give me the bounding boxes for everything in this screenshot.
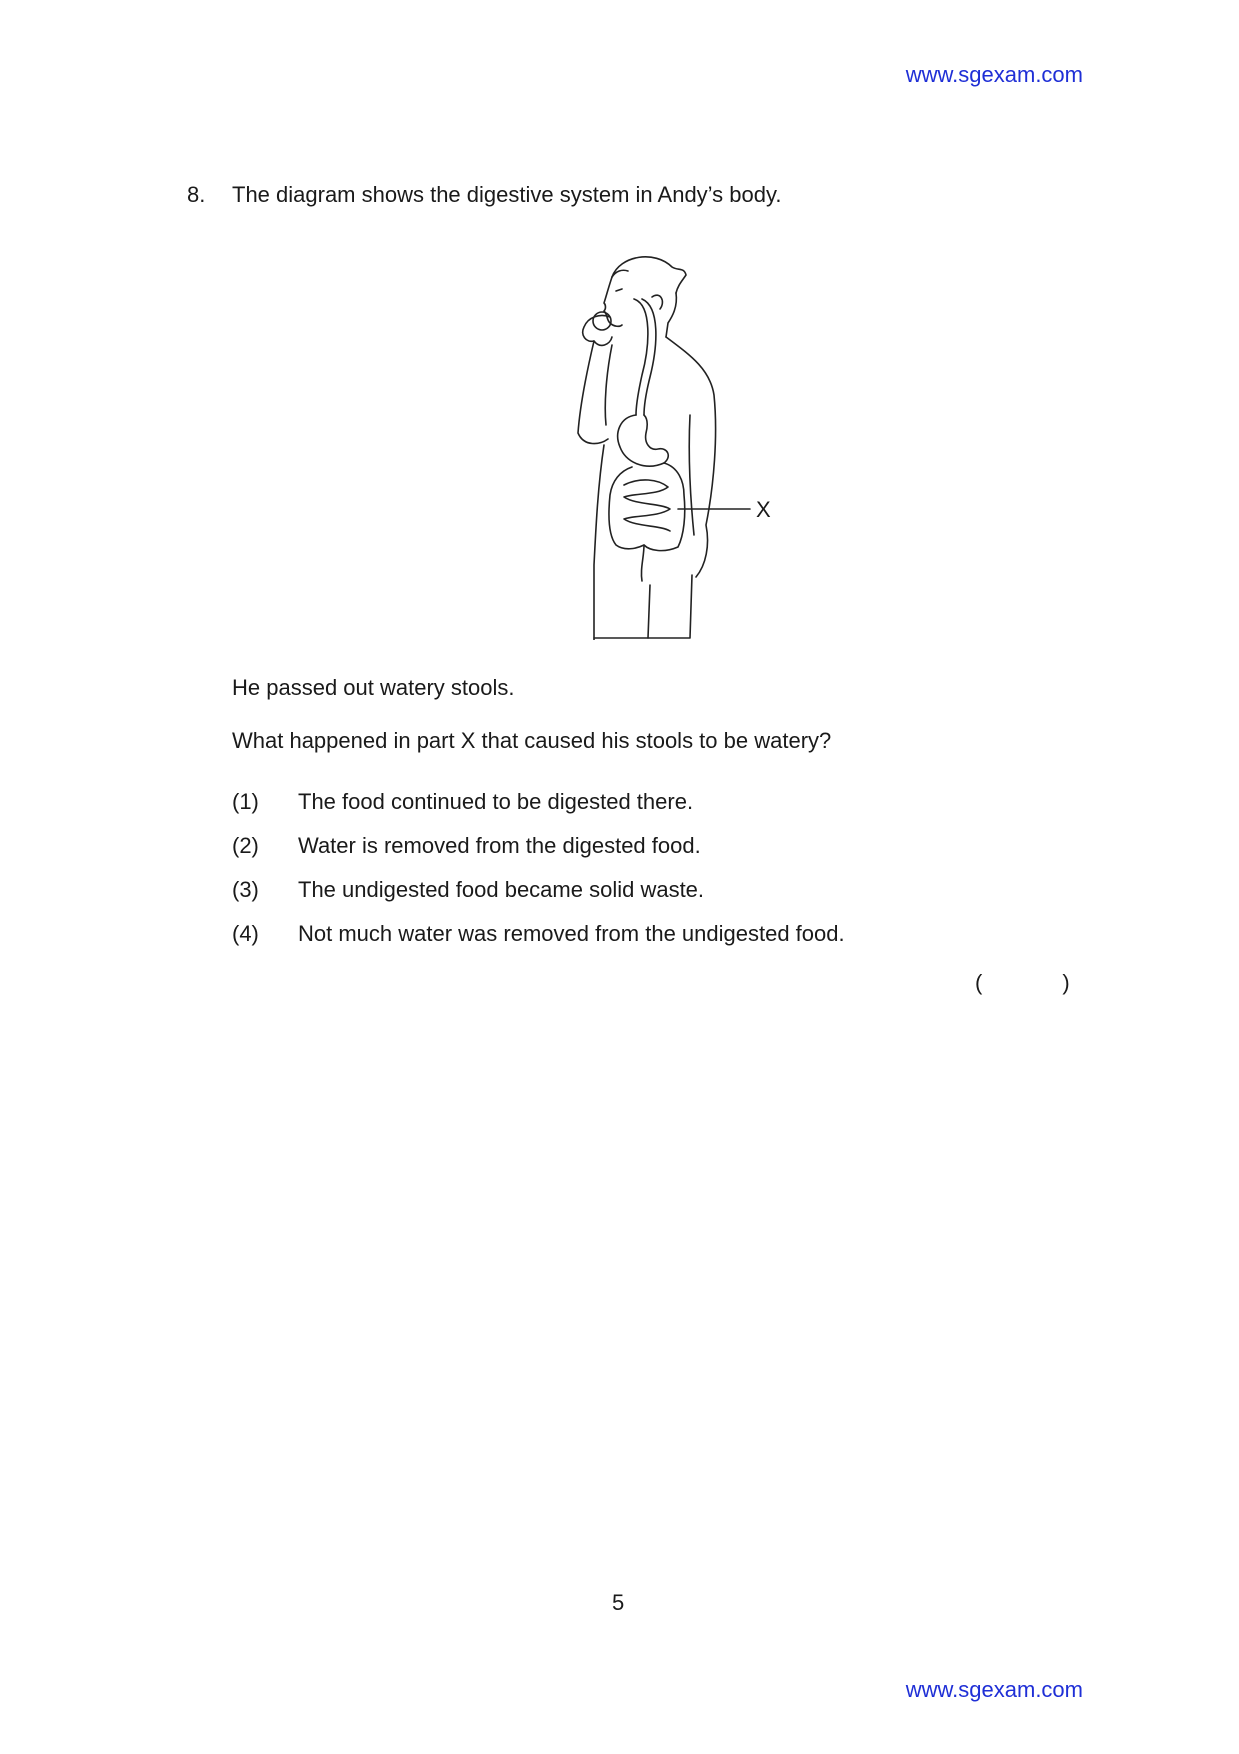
answer-close-bracket: ) xyxy=(1062,970,1070,995)
option-1[interactable] xyxy=(232,789,693,815)
diagram-label-x: X xyxy=(756,497,771,522)
question-number: 8. xyxy=(187,182,206,207)
option-text: The food continued to be digested there. xyxy=(298,789,694,814)
option-number: (3) xyxy=(232,877,259,902)
digestive-system-diagram xyxy=(560,245,800,640)
site-url-footer[interactable]: www.sgexam.com xyxy=(905,1677,1083,1702)
option-number: (4) xyxy=(232,921,259,946)
question-intro: The diagram shows the digestive system in Andy’s body. xyxy=(232,182,782,207)
option-number: (2) xyxy=(232,833,259,858)
question-stem-2: What happened in part X that caused his stools to be watery? xyxy=(232,728,832,753)
boy-face xyxy=(604,277,622,326)
page-number: 5 xyxy=(612,1590,625,1615)
option-4[interactable] xyxy=(232,921,845,947)
answer-box[interactable] xyxy=(975,970,1070,996)
small-intestine xyxy=(624,480,670,531)
option-text: Not much water was removed from the undigested food. xyxy=(298,921,845,946)
option-text: Water is removed from the digested food. xyxy=(298,833,701,858)
option-3[interactable] xyxy=(232,877,704,903)
large-intestine xyxy=(609,463,685,551)
option-number: (1) xyxy=(232,789,259,814)
stomach xyxy=(618,415,669,466)
rectum xyxy=(641,545,644,581)
answer-open-bracket: ( xyxy=(975,970,983,995)
option-2[interactable] xyxy=(232,833,701,859)
site-url-header[interactable]: www.sgexam.com xyxy=(905,62,1083,87)
option-text: The undigested food became solid waste. xyxy=(298,877,705,902)
question-stem-1: He passed out watery stools. xyxy=(232,675,515,700)
boy-hair xyxy=(612,257,686,293)
